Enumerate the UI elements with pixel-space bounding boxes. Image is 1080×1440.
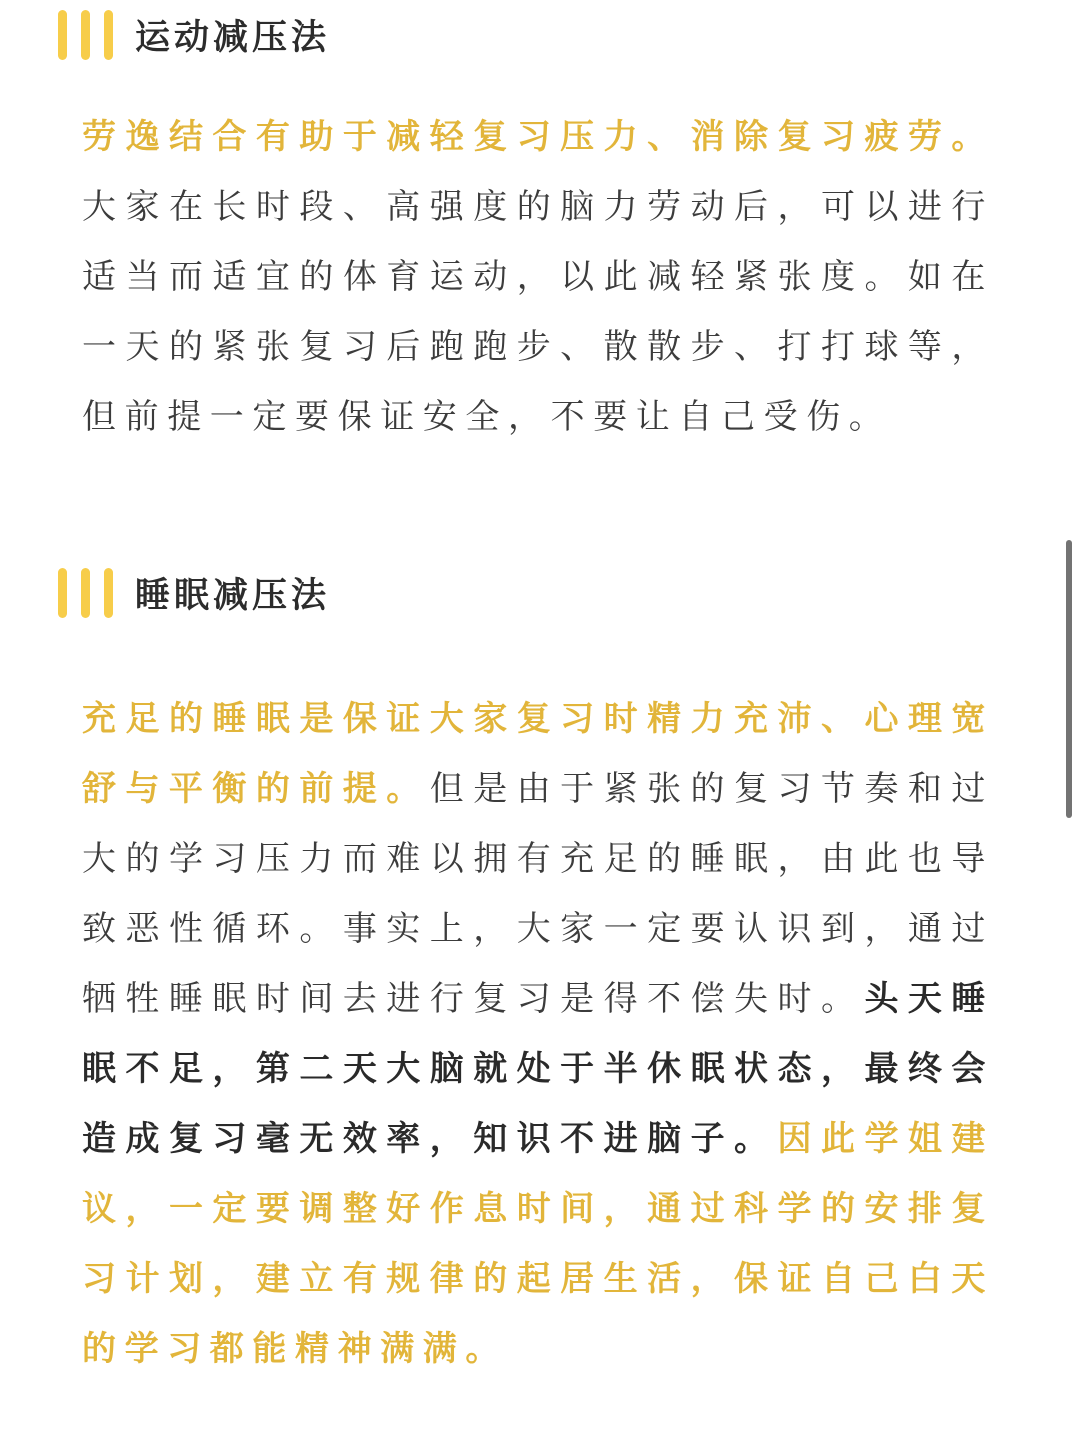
section-paragraph <box>82 102 994 452</box>
section-title: 运动减压法 <box>135 18 331 58</box>
highlight-text: 劳逸结合有助于减轻复习压力、消除复习疲劳。 <box>82 117 994 157</box>
body-text: 但是由于紧张的复习节奏和过大的学习压力而难以拥有充足的睡眠，由此也导致恶性循环。事实上，大家一定要认识到，通过牺牲睡眠时间去进行复习是得不偿失时。 <box>82 769 994 1019</box>
bold-text: 头天睡眠不足，第二天大脑就处于半休眠状态，最终会造成复习毫无效率，知识不进脑子。 <box>82 979 994 1159</box>
body-text: 大家在长时段、高强度的脑力劳动后，可以进行适当而适宜的体育运动，以此减轻紧张度。如在一天的紧张复习后跑跑步、散散步、打打球等，但前提一定要保证安全，不要让自己受伤。 <box>82 187 994 437</box>
accent-bar <box>81 10 90 60</box>
section-heading <box>58 10 330 60</box>
section-heading <box>58 568 330 618</box>
highlight-text: 因此学姐建议，一定要调整好作息时间，通过科学的安排复习计划，建立有规律的起居生活，保证自己白天的学习都能精神满满。 <box>82 1119 994 1369</box>
section-paragraph <box>82 684 994 1384</box>
accent-bar <box>81 568 90 618</box>
highlight-text: 充足的睡眠是保证大家复习时精力充沛、心理宽舒与平衡的前提。 <box>82 699 994 809</box>
heading-accent-bars-icon <box>58 568 113 618</box>
accent-bar <box>104 568 113 618</box>
accent-bar <box>104 10 113 60</box>
accent-bar <box>58 568 67 618</box>
scrollbar[interactable] <box>1066 540 1072 818</box>
section-title: 睡眠减压法 <box>135 576 331 616</box>
heading-accent-bars-icon <box>58 10 113 60</box>
accent-bar <box>58 10 67 60</box>
